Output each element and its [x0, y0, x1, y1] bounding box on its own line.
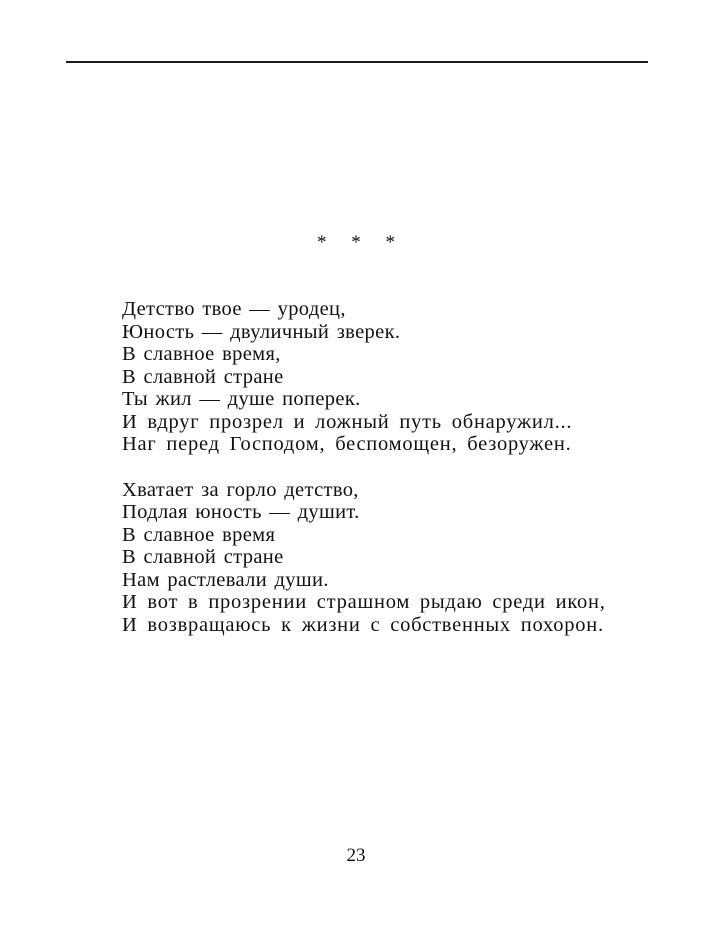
poem-line: В славной стране	[122, 365, 284, 388]
header-rule	[66, 61, 648, 63]
poem-line: И вдруг прозрел и ложный путь обнаружил...	[122, 410, 573, 433]
section-ornament: * * *	[317, 232, 405, 253]
poem-line: Детство твое — уродец,	[122, 298, 346, 320]
page-number: 23	[346, 845, 366, 866]
poem-line: Наг перед Господом, беспомощен, безоружен.	[122, 433, 572, 455]
poem-line: Подлая юность — душит.	[122, 501, 360, 523]
poem-line: Хватает за горло детство,	[122, 478, 359, 501]
poem-line: Нам растлевали души.	[122, 568, 329, 591]
poem-line: В славное время,	[122, 343, 281, 365]
stanza-2	[122, 479, 642, 637]
poem-line: В славное время	[122, 523, 276, 546]
poem	[122, 298, 642, 659]
poem-line: В славной стране	[122, 546, 284, 568]
poem-line: И возвращаюсь к жизни с собственных похорон.	[122, 613, 604, 636]
stanza-1	[122, 298, 642, 456]
poem-line: И вот в прозрении страшном рыдаю среди икон,	[122, 591, 606, 613]
poem-line: Ты жил — душе поперек.	[122, 388, 361, 410]
poem-line: Юность — двуличный зверек.	[122, 320, 401, 343]
